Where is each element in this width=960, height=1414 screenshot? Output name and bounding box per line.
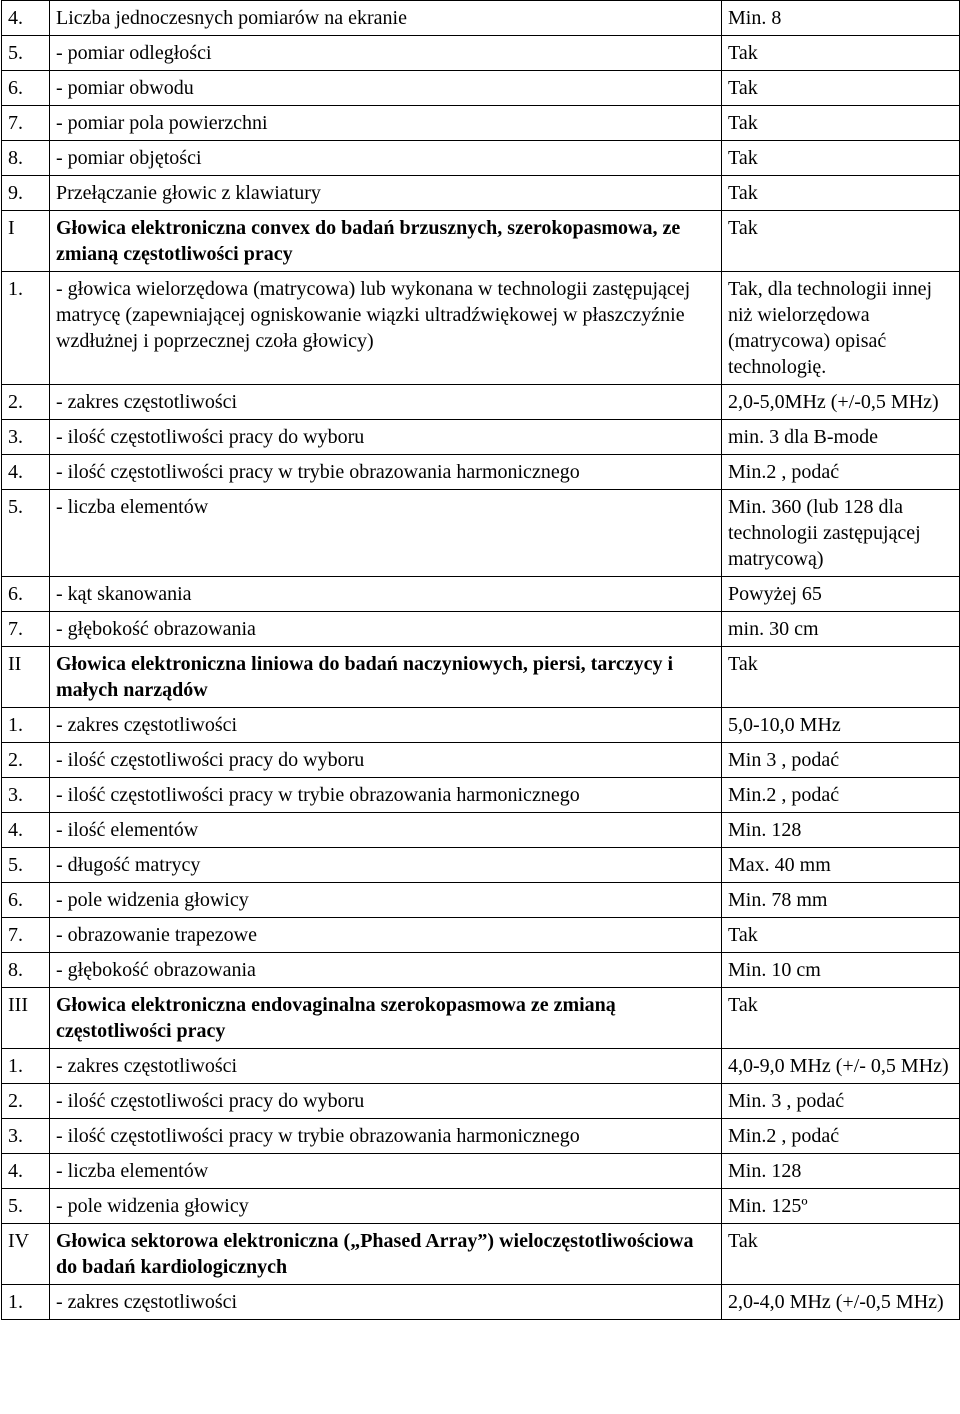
row-number: II	[2, 647, 50, 708]
table-row	[2, 918, 960, 953]
table-row	[2, 1084, 960, 1119]
required-value: Min 3 , podać	[722, 743, 960, 778]
row-number: 2.	[2, 1084, 50, 1119]
section-header-row	[2, 647, 960, 708]
row-number: 5.	[2, 36, 50, 71]
row-number: 9.	[2, 176, 50, 211]
row-number: 7.	[2, 106, 50, 141]
row-number: 3.	[2, 778, 50, 813]
row-number: 7.	[2, 918, 50, 953]
row-number: 4.	[2, 1154, 50, 1189]
table-row	[2, 385, 960, 420]
required-value: Tak, dla technologii innej niż wielorzędowa (matrycowa) opisać technologię.	[722, 272, 960, 385]
required-value: 2,0-5,0MHz (+/-0,5 MHz)	[722, 385, 960, 420]
table-row	[2, 1285, 960, 1320]
row-number: 8.	[2, 141, 50, 176]
parameter-description: - pomiar odległości	[50, 36, 722, 71]
required-value: Min. 128	[722, 1154, 960, 1189]
table-row	[2, 778, 960, 813]
required-value: Tak	[722, 1224, 960, 1285]
table-row	[2, 612, 960, 647]
table-row	[2, 106, 960, 141]
row-number: III	[2, 988, 50, 1049]
required-value: Tak	[722, 647, 960, 708]
parameter-description: - pole widzenia głowicy	[50, 883, 722, 918]
parameter-description: - ilość częstotliwości pracy w trybie obrazowania harmonicznego	[50, 1119, 722, 1154]
parameter-description: - ilość częstotliwości pracy do wyboru	[50, 420, 722, 455]
required-value: Tak	[722, 176, 960, 211]
row-number: 5.	[2, 1189, 50, 1224]
section-header-row	[2, 988, 960, 1049]
required-value: Tak	[722, 71, 960, 106]
row-number: 2.	[2, 743, 50, 778]
parameter-description: - liczba elementów	[50, 1154, 722, 1189]
row-number: 7.	[2, 612, 50, 647]
parameter-description: - zakres częstotliwości	[50, 708, 722, 743]
required-value: Tak	[722, 36, 960, 71]
row-number: 6.	[2, 71, 50, 106]
table-row	[2, 883, 960, 918]
required-value: min. 30 cm	[722, 612, 960, 647]
required-value: Powyżej 65	[722, 577, 960, 612]
required-value: 5,0-10,0 MHz	[722, 708, 960, 743]
table-row	[2, 272, 960, 385]
required-value: Min. 78 mm	[722, 883, 960, 918]
parameter-description: - ilość częstotliwości pracy w trybie obrazowania harmonicznego	[50, 778, 722, 813]
parameter-description: - ilość częstotliwości pracy do wyboru	[50, 1084, 722, 1119]
row-number: 5.	[2, 848, 50, 883]
row-number: 1.	[2, 272, 50, 385]
required-value: Tak	[722, 211, 960, 272]
row-number: 1.	[2, 708, 50, 743]
parameter-description: - ilość częstotliwości pracy do wyboru	[50, 743, 722, 778]
table-row	[2, 1049, 960, 1084]
required-value: Min. 128	[722, 813, 960, 848]
required-value: Min. 360 (lub 128 dla technologii zastępującej matrycową)	[722, 490, 960, 577]
row-number: 6.	[2, 883, 50, 918]
parameter-description: - głowica wielorzędowa (matrycowa) lub wykonana w technologii zastępującej matrycę (zapewniającej ogniskowanie wiązki ultradźwiękowej w płaszczyźnie wzdłużnej i poprzecznej czoła głowicy)	[50, 272, 722, 385]
table-row	[2, 420, 960, 455]
table-row	[2, 1189, 960, 1224]
parameter-description: - kąt skanowania	[50, 577, 722, 612]
specification-table	[1, 0, 960, 1320]
required-value: Tak	[722, 988, 960, 1049]
table-row	[2, 708, 960, 743]
required-value: Min. 3 , podać	[722, 1084, 960, 1119]
required-value: Min. 8	[722, 1, 960, 36]
required-value: Min.2 , podać	[722, 778, 960, 813]
table-row	[2, 490, 960, 577]
table-row	[2, 577, 960, 612]
parameter-description: - obrazowanie trapezowe	[50, 918, 722, 953]
parameter-description: Przełączanie głowic z klawiatury	[50, 176, 722, 211]
row-number: 4.	[2, 813, 50, 848]
table-row	[2, 71, 960, 106]
required-value: min. 3 dla B-mode	[722, 420, 960, 455]
parameter-description: - ilość częstotliwości pracy w trybie obrazowania harmonicznego	[50, 455, 722, 490]
row-number: 1.	[2, 1049, 50, 1084]
section-title: Głowica elektroniczna convex do badań brzusznych, szerokopasmowa, ze zmianą częstotliwości pracy	[50, 211, 722, 272]
parameter-description: - głębokość obrazowania	[50, 612, 722, 647]
table-row	[2, 141, 960, 176]
row-number: 8.	[2, 953, 50, 988]
required-value: Tak	[722, 106, 960, 141]
row-number: 1.	[2, 1285, 50, 1320]
required-value: Min. 10 cm	[722, 953, 960, 988]
specification-table-body	[2, 1, 960, 1320]
section-header-row	[2, 1224, 960, 1285]
section-title: Głowica sektorowa elektroniczna („Phased Array”) wieloczęstotliwościowa do badań kardiologicznych	[50, 1224, 722, 1285]
parameter-description: - liczba elementów	[50, 490, 722, 577]
required-value: Max. 40 mm	[722, 848, 960, 883]
required-value: Tak	[722, 141, 960, 176]
row-number: 2.	[2, 385, 50, 420]
parameter-description: - pole widzenia głowicy	[50, 1189, 722, 1224]
table-row	[2, 1154, 960, 1189]
parameter-description: - ilość elementów	[50, 813, 722, 848]
row-number: 4.	[2, 455, 50, 490]
row-number: I	[2, 211, 50, 272]
required-value: 4,0-9,0 MHz (+/- 0,5 MHz)	[722, 1049, 960, 1084]
section-title: Głowica elektroniczna endovaginalna szerokopasmowa ze zmianą częstotliwości pracy	[50, 988, 722, 1049]
table-row	[2, 743, 960, 778]
section-header-row	[2, 211, 960, 272]
parameter-description: - pomiar objętości	[50, 141, 722, 176]
parameter-description: Liczba jednoczesnych pomiarów na ekranie	[50, 1, 722, 36]
table-row	[2, 1119, 960, 1154]
table-row	[2, 813, 960, 848]
table-row	[2, 953, 960, 988]
table-row	[2, 848, 960, 883]
row-number: 3.	[2, 1119, 50, 1154]
parameter-description: - pomiar pola powierzchni	[50, 106, 722, 141]
required-value: Min. 125º	[722, 1189, 960, 1224]
parameter-description: - zakres częstotliwości	[50, 385, 722, 420]
section-title: Głowica elektroniczna liniowa do badań naczyniowych, piersi, tarczycy i małych narządów	[50, 647, 722, 708]
table-row	[2, 1, 960, 36]
row-number: 5.	[2, 490, 50, 577]
parameter-description: - pomiar obwodu	[50, 71, 722, 106]
required-value: Tak	[722, 918, 960, 953]
row-number: 4.	[2, 1, 50, 36]
parameter-description: - długość matrycy	[50, 848, 722, 883]
table-row	[2, 36, 960, 71]
parameter-description: - zakres częstotliwości	[50, 1049, 722, 1084]
required-value: Min.2 , podać	[722, 455, 960, 490]
table-row	[2, 176, 960, 211]
parameter-description: - głębokość obrazowania	[50, 953, 722, 988]
row-number: 6.	[2, 577, 50, 612]
required-value: Min.2 , podać	[722, 1119, 960, 1154]
parameter-description: - zakres częstotliwości	[50, 1285, 722, 1320]
table-row	[2, 455, 960, 490]
row-number: IV	[2, 1224, 50, 1285]
row-number: 3.	[2, 420, 50, 455]
required-value: 2,0-4,0 MHz (+/-0,5 MHz)	[722, 1285, 960, 1320]
